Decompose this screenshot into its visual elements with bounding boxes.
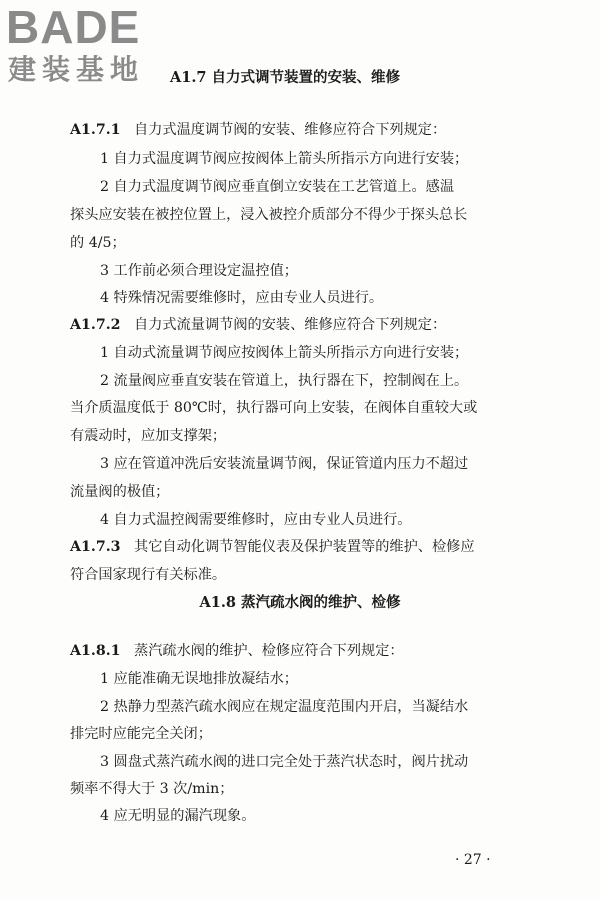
list-item-continuation: 流量阀的极值；	[70, 484, 170, 500]
list-item: 3 圆盘式蒸汽疏水阀的进口完全处于蒸汽状态时，阀片扰动	[100, 754, 469, 770]
list-item: 2 流量阀应垂直安装在管道上，执行器在下，控制阀在上。	[100, 373, 469, 389]
list-item: 3 工作前必须合理设定温控值；	[100, 263, 298, 279]
logo-brand-text: BADE	[6, 1, 141, 53]
clause-a1-7-2	[70, 316, 446, 334]
list-item-continuation: 排完时应能完全关闭；	[70, 726, 212, 742]
clause-number: A1.7.2	[70, 317, 121, 333]
clause-text: 蒸汽疏水阀的维护、检修应符合下列规定：	[134, 643, 404, 659]
list-item-continuation: 探头应安装在被控位置上，浸入被控介质部分不得少于探头总长	[70, 207, 468, 223]
list-item: 1 自力式温度调节阀应按阀体上箭头所指示方向进行安装；	[100, 151, 469, 167]
list-item: 1 自动式流量调节阀应按阀体上箭头所指示方向进行安装；	[100, 345, 469, 361]
list-item: 2 自力式温度调节阀应垂直倒立安装在工艺管道上。感温	[100, 179, 455, 195]
list-item: 4 特殊情况需要维修时，应由专业人员进行。	[100, 290, 384, 306]
clause-number: A1.7.3	[70, 539, 121, 555]
list-item-continuation: 的 4/5；	[70, 235, 126, 251]
section-title-a1-8: A1.8 蒸汽疏水阀的维护、检修	[199, 594, 401, 611]
clause-continuation: 符合国家现行有关标准。	[70, 567, 227, 583]
clause-a1-7-1	[70, 121, 446, 139]
page-number: · 27 ·	[455, 852, 491, 868]
clause-number: A1.8.1	[70, 643, 121, 659]
list-item-continuation: 当介质温度低于 80℃时，执行器可向上安装，在阀体自重较大或	[70, 400, 478, 416]
clause-a1-8-1	[70, 642, 404, 660]
list-item-continuation: 有震动时，应加支撑架；	[70, 428, 227, 444]
list-item: 1 应能准确无误地排放凝结水；	[100, 671, 298, 687]
clause-text: 自力式流量调节阀的安装、维修应符合下列规定：	[134, 317, 447, 333]
list-item: 4 自力式温控阀需要维修时，应由专业人员进行。	[100, 512, 412, 528]
clause-text: 自力式温度调节阀的安装、维修应符合下列规定：	[134, 122, 447, 138]
clause-number: A1.7.1	[70, 122, 121, 138]
clause-a1-7-3	[70, 538, 475, 556]
watermark-logo	[6, 2, 176, 98]
list-item: 3 应在管道冲洗后安装流量调节阀，保证管道内压力不超过	[100, 456, 469, 472]
clause-text: 其它自动化调节智能仪表及保护装置等的维护、检修应	[134, 539, 475, 555]
list-item: 2 热静力型蒸汽疏水阀应在规定温度范围内开启，当凝结水	[100, 699, 469, 715]
section-title-a1-7: A1.7 自力式调节装置的安装、维修	[170, 69, 401, 86]
logo-subtitle-text: 建装基地	[8, 53, 145, 86]
list-item: 4 应无明显的漏汽现象。	[100, 808, 256, 824]
list-item-continuation: 频率不得大于 3 次/min；	[70, 781, 234, 797]
